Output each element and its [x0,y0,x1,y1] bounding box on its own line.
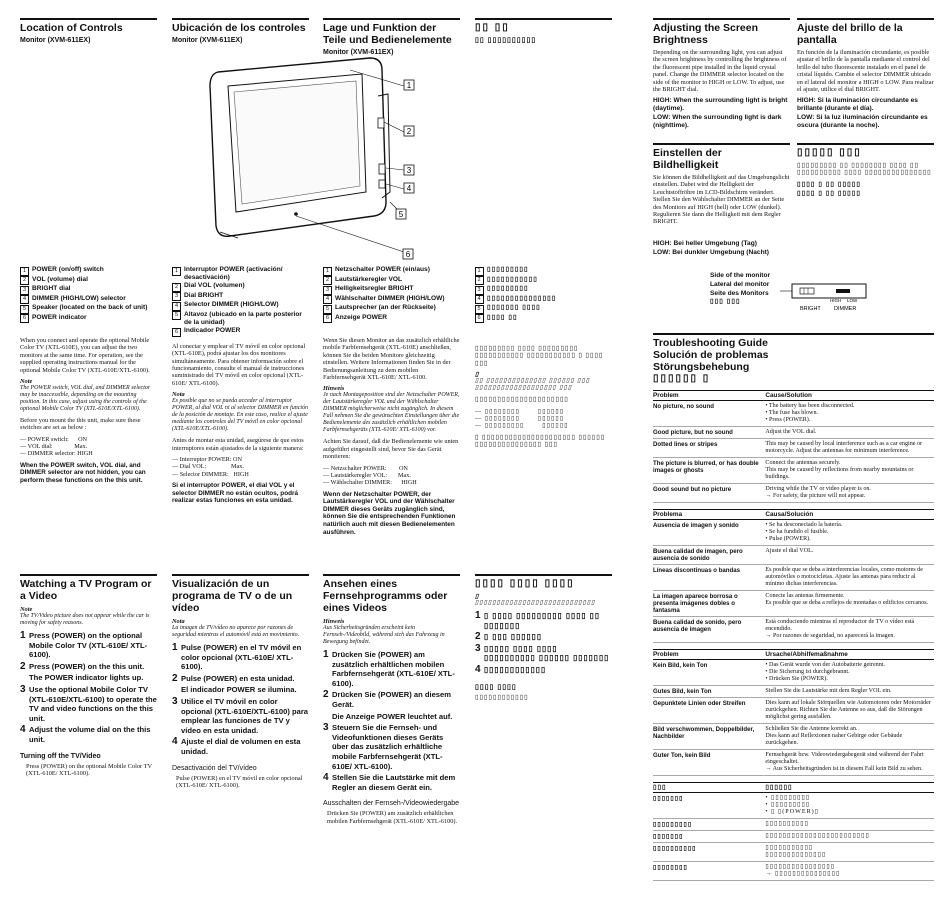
callout-5: 5 [398,210,404,219]
table-row: Líneas discontinuas o bandas Es posible que se deba a interferencias locales, como motores de automóviles o motocicletas. Ajuste las antenas para reducir al mínimo dichas interferencias. [653,565,934,591]
loc-cjk-monitor: ▯▯ ▯▯▯▯▯▯▯▯▯▯ [475,37,537,44]
table-row: The picture is blurred, or has double images or ghosts Connect the antennas securely. This may be caused by reflections from nearby mountains or buildings. [653,458,934,484]
list-item: 4 DIMMER (HIGH/LOW) selector [20,295,157,305]
list-item: 6 Anzeige POWER [323,314,460,324]
table-row: ▯▯▯▯▯▯▯▯ ▯▯▯▯▯▯▯▯▯▯▯▯▯▯▯▯ → ▯▯▯▯▯▯▯▯▯▯▯▯▯▯▯ [653,862,934,881]
trouble-title-en: Troubleshooting Guide [653,337,768,349]
step-sub: The POWER indicator lights up. [29,673,144,683]
col-header: ▯▯▯ [653,783,765,793]
high-setting: HIGH: Si la iluminación circundante es brillante (durante el día). [797,97,918,113]
trouble-table-en [653,390,934,503]
bright-en-title: Adjusting the Screen Brightness [653,22,759,46]
switch-settings: — Interruptor POWER: ON — Dial VOL: Max. — Selector DIMMER: HIGH [172,456,249,478]
note-heading: Hinweis [323,385,345,393]
bright-de-title: Einstellen der Bildhelligkeit [653,147,722,171]
paragraph: ▯▯▯▯▯▯▯▯▯ ▯▯▯▯ ▯▯▯▯▯▯▯▯▯ ▯▯▯▯▯▯▯▯▯▯▯ ▯▯▯▯▯▯▯▯▯▯▯ ▯ ▯▯▯▯ ▯▯▯ [475,345,604,367]
list-item: 2 Lautstärkeregler VOL [323,276,460,286]
table-row: Bild verschwommen, Doppelbilder, Nachbilder Schließen Sie die Antenne korrekt an. Dies kann auf Reflexionen naher Gebirge oder Gebäude zurückgehen. [653,724,934,750]
side-labels [710,271,790,307]
list-item: 3 Helligkeitsregler BRIGHT [323,285,460,295]
loc-cjk-title: ▯▯ ▯▯ [475,22,510,33]
table-row: Buena calidad de sonido, pero ausencia de imagen Está conduciendo mientras el reproductor de TV o vídeo está encendido. → Por razones de seguridad, no aparecerá la imagen. [653,617,934,643]
col-header: Causa/Solución [765,510,934,520]
steps-list [475,611,612,675]
note-heading: Hinweis [323,618,345,625]
note-text: ▯▯ ▯▯▯▯▯▯▯▯▯▯▯▯▯▯ ▯▯▯▯▯▯ ▯▯▯ ▯▯▯▯▯▯▯▯▯▯▯▯▯▯▯▯▯▯▯ ▯▯▯ [475,378,591,392]
parts-list [172,266,309,337]
bright-en [653,22,790,131]
high-setting: HIGH: Bei heller Umgebung (Tag) [653,240,757,247]
watch-en [20,578,157,781]
table-row: No picture, no sound • The battery has been disconnected. • The fuse has blown. • Press (POWER). [653,401,934,427]
watch-cjk-title: ▯▯▯▯ ▯▯▯▯ ▯▯▯▯ [475,578,575,589]
bold-paragraph: Wenn der Netzschalter POWER, der Lautstärkeregler VOL und der Wählschalter DIMMER dieses Geräts zugänglich sind, können Sie die entsprechenden Funktionen natürlich auch mit diesen Bedienelementen ausführen. [323,490,456,536]
col-header: Problem [653,650,765,660]
step-sub: El indicador POWER se ilumina. [181,685,297,695]
trouble-title-cjk: ▯▯▯▯▯▯ ▯ [653,373,711,384]
watch-cjk [475,578,612,705]
step: 1 Press (POWER) on the optional Mobile Color TV (XTL-610E/ XTL-6100). [20,630,148,660]
watch-en-title: Watching a TV Program or a Video [20,578,152,602]
table-row: ▯▯▯▯▯▯▯▯▯ ▯▯▯▯▯▯▯▯▯▯ [653,819,934,831]
bright-de [653,147,790,230]
step: 4 Stellen Sie die Lautstärke mit dem Regler an diesem Gerät ein. [323,772,456,792]
trouble-title-es: Solución de problemas [653,349,769,361]
callout-6: 6 [405,250,411,259]
off-heading: Turning off the TV/Video [20,752,101,760]
note-heading: Note [20,378,33,386]
side-label: ▯▯▯ ▯▯▯ [710,298,741,306]
list-item: 5 Speaker (located on the back of unit) [20,304,157,314]
parts-list [323,266,460,323]
table-row: Dotted lines or stripes This may be caused by local interference such as a car engine or motorcycle. Adjust the antennas for minimum interference. [653,439,934,458]
side-label: Lateral del monitor [710,280,770,288]
loc-es-title: Ubicación de los controles [172,22,306,34]
paragraph: Al conectar y emplear el TV móvil en color opcional (XTL-610E), podrá ajustar los dos monitores simultáneamente. Para obtener información sobre el funcionamiento, consulte el manual de instrucciones suministrado del TV móvil en color opcional (XTL-610E/ XTL-6100). [172,342,306,387]
paragraph: ▯▯▯▯▯▯▯▯▯ ▯▯ ▯▯▯▯▯▯▯▯ ▯▯▯▯ ▯▯ ▯▯▯▯▯▯▯▯▯▯ ▯▯▯▯ ▯▯▯▯▯▯▯▯▯▯▯▯▯▯▯ [797,162,932,177]
list-item: 4 Wählschalter DIMMER (HIGH/LOW) [323,295,460,305]
callout-3: 3 [406,166,412,175]
off-heading: ▯▯▯▯ ▯▯▯▯ [475,683,517,691]
table-row: ▯▯▯▯▯▯▯ ▯▯▯▯▯▯▯▯▯▯▯▯▯▯▯▯▯▯▯▯▯▯▯▯ [653,831,934,843]
col-header: Problema [653,510,765,520]
loc-en-title: Location of Controls [20,22,123,34]
off-text: Drücken Sie (POWER) am zusätzlich erhältlichen mobilen Farbfernsehgerät (XTL-610E/ XTL-6100). [327,810,458,825]
step: 1 Drücken Sie (POWER) am zusätzlich erhältlichen mobilen Farbfernsehgerät (XTL-610E/ XTL-6100). [323,649,455,688]
step: 2 Pulse (POWER) en esta unidad. [172,672,295,684]
switch-settings: — Netzschalter POWER: ON — Lautstärkeregler VOL: Max. — Wählschalter DIMMER: HIGH [323,464,417,487]
step: 1 Pulse (POWER) en el TV móvil en color opcional (XTL-610E/ XTL-6100). [172,642,302,672]
loc-es-monitor: Monitor (XVM-611EX) [172,37,243,44]
trouble-table-de [653,649,934,776]
bright-es-title: Ajuste del brillo de la pantalla [797,22,903,46]
step: 4 Ajuste el dial de volumen en esta unidad. [172,736,301,756]
callout-1: 1 [406,81,412,90]
list-item: 2 VOL (volume) dial [20,276,157,286]
note-text: Aus Sicherheitsgründen erscheint kein Fernseh-/Videobild, während sich das Fahrzeug in Bewegung befindet. [323,625,445,645]
watch-de-title: Ansehen eines Fernsehprogramms oder eines Videos [323,578,448,614]
table-row: Gepunktete Linien oder Streifen Dies kann auf lokale Störquellen wie Automotoren oder Motorräder zurückgehen. Richten Sie die Antenne so aus, daß die Störungen möglichst gering ausfallen. [653,698,934,724]
trouble-table-cjk [653,782,934,881]
bright-cjk-title: ▯▯▯▯▯ ▯▯▯ [797,147,862,158]
loc-de-body [323,266,460,540]
list-item: 6 Indicador POWER [172,327,309,337]
table-row: La imagen aparece borrosa o presenta imágenes dobles o fantasma Conecte las antenas firmemente. Es posible que se deba a reflejos de montañas o edificios cercanos. [653,591,934,617]
loc-cjk [475,22,612,47]
parts-list [475,266,612,323]
table-row: ▯▯▯▯▯▯▯ • ▯▯▯▯▯▯▯▯▯ • ▯▯▯▯▯▯▯▯▯ • ▯ ▯(POWER)▯ [653,793,934,819]
low-setting: LOW: Bei dunkler Umgebung (Nacht) [653,248,770,256]
paragraph: When you connect and operate the optional Mobile Color TV (XTL-610E), you can adjust the two monitors at the same time. For operation, see the supplied operating instructions manual for the optional Mobile Color TV (XTL-610E/XTL-6100). [20,337,150,374]
table-row: Good picture, but no sound Adjust the VOL dial. [653,427,934,439]
bold-paragraph: Si el interruptor POWER, el dial VOL y el selector DIMMER no están ocultos, podrá realizar estas funciones en esta unidad. [172,481,299,505]
low-setting: LOW: Si la luz iluminación circundante es oscura (durante la noche). [797,114,928,129]
off-text: Press (POWER) on the optional Mobile Color TV (XTL-610E/ XTL-6100). [26,762,152,777]
paragraph: Antes de montar esta unidad, asegúrese de que estos interruptores están ajustados de la siguiente manera: [172,437,304,452]
loc-en [20,22,157,47]
list-item: 2 Dial VOL (volumen) [172,282,309,292]
off-heading: Ausschalten der Fernseh-/Videowiedergabe [323,800,460,808]
step: 2 Drücken Sie (POWER) an diesem Gerät. [323,689,452,709]
side-label: Seite des Monitors [710,289,769,297]
dimmer-label: DIMMER [834,306,857,312]
steps-list [323,650,460,792]
callout-6-box [402,248,418,262]
bright-label: BRIGHT [800,306,821,312]
off-heading: Desactivación del TV/vídeo [172,764,257,772]
step: 3 Utilice el TV móvil en color opcional (XTL-610E/XTL-6100) para emplear las funciones de TV y vídeo en esta unidad. [172,695,309,735]
step: 4 Adjust the volume dial on the this unit. [20,724,151,744]
list-item: 6 POWER indicator [20,314,157,324]
col-header: ▯▯▯▯▯▯ [765,783,934,793]
step-sub: Die Anzeige POWER leuchtet auf. [332,711,453,721]
trouble-title-de: Störungsbehebung [653,361,750,373]
note-heading: ▯ [475,593,479,600]
low-setting: LOW: When the surrounding light is dark (nighttime). [653,114,782,129]
col-header: Cause/Solution [765,391,934,401]
troubleshooting [653,337,934,887]
loc-en-monitor: Monitor (XVM-611EX) [20,37,91,44]
high-setting: HIGH: When the surrounding light is bright (daytime). [653,97,788,113]
note-text: ▯▯▯▯▯▯▯▯▯▯▯▯▯▯▯▯▯▯▯▯▯▯▯▯▯▯▯▯ [475,600,596,606]
list-item: 1 ▯▯▯▯▯▯▯▯▯ [475,266,612,276]
list-item: 5 Altavoz (ubicado en la parte posterior de la unidad) [172,311,309,327]
list-item: 1 POWER (on/off) switch [20,266,157,276]
note-heading: Nota [172,391,185,399]
step: 4 ▯▯▯▯▯▯▯▯▯▯▯▯ [475,663,547,675]
steps-list [20,631,157,745]
note-heading: Nota [172,618,185,625]
bright-es [797,22,934,131]
switch-settings: — POWER switch: ON — VOL dial: Max. — DIMMER selector: HIGH [20,435,93,458]
parts-list [20,266,157,323]
table-row: ▯▯▯▯▯▯▯▯▯▯ ▯▯▯▯▯▯▯▯▯▯▯ ▯▯▯▯▯▯▯▯▯▯▯▯▯▯ [653,843,934,862]
table-row: Ausencia de imagen y sonido • Se ha desconectado la batería. • Se ha fundido el fusible. • Pulse (POWER). [653,520,934,546]
trouble-table-es [653,509,934,643]
loc-es [172,22,309,47]
paragraph: En función de la iluminación circundante, es posible ajustar el brillo de la pantalla mediante el control del brillo del tubo fluorescente instalado en el panel de cristal líquido. Cambie el selector DIMMER ubicado en el lateral del monitor a HIGH o LOW. Para realizar el ajuste, utilice el dial BRIGHT. [797,49,934,94]
note-heading: Note [20,606,33,613]
list-item: 3 BRIGHT dial [20,285,157,295]
loc-de-monitor: Monitor (XVM-611EX) [323,49,394,56]
callout-2: 2 [406,127,412,136]
bright-de-settings [653,239,853,258]
low-setting: ▯▯▯▯ ▯ ▯▯ ▯▯▯▯▯ [797,189,862,197]
list-item: 4 Selector DIMMER (HIGH/LOW) [172,301,309,311]
high-setting: ▯▯▯▯ ▯ ▯▯ ▯▯▯▯▯ [797,180,862,188]
table-row: Buena calidad de imagen, pero ausencia de sonido Ajuste el dial VOL. [653,546,934,565]
callout-4: 4 [406,184,412,193]
note-text: The TV/Video picture does not appear while the car is moving for safety reasons. [20,613,150,626]
list-item: 3 ▯▯▯▯▯▯▯▯▯ [475,285,612,295]
list-item: 2 ▯▯▯▯▯▯▯▯▯▯▯ [475,276,612,286]
watch-es [172,578,309,793]
note-heading: ▯ [475,371,479,379]
high-label: HIGH [830,298,842,303]
step: 2 Press (POWER) on the this unit. [20,660,145,672]
list-item: 5 ▯▯▯▯▯▯▯ ▯▯▯▯ [475,304,612,314]
col-header: Problem [653,391,765,401]
table-row: Guter Ton, kein Bild Fernsehgerät bzw. Videowiedergabegerät sind während der Fahrt eingeschaltet. → Aus Sicherheitsgründen ist in diesem Fall kein Bild zu sehen. [653,750,934,776]
switch-settings: — ▯▯▯▯▯▯▯▯ ▯▯▯▯▯▯ — ▯▯▯▯▯▯▯▯ ▯▯▯▯▯▯ — ▯▯▯▯▯▯▯▯▯ ▯▯▯▯▯▯ [475,407,569,430]
loc-de-title: Lage und Funktion der Teile und Bedienelemente [323,22,452,46]
step: 3 ▯▯▯▯▯ ▯▯▯▯ ▯▯▯▯ ▯▯▯▯▯▯▯▯▯▯ ▯▯▯▯▯▯ ▯▯▯▯▯▯▯ [475,642,610,663]
note-text: La imagen de TV/vídeo no aparece por razones de seguridad mientras el automóvil está en movimiento. [172,625,300,638]
col-header: Ursache/Abhilfemaßnahme [765,650,934,660]
low-label: LOW [847,298,858,303]
paragraph: ▯▯▯▯▯▯▯▯▯▯▯▯▯▯▯▯▯▯▯▯▯ [475,396,569,404]
loc-es-body [172,266,309,509]
monitor-diagram [200,52,420,252]
loc-en-body [20,266,157,489]
list-item: 3 Dial BRIGHT [172,292,309,302]
callout-numbers [396,80,414,219]
table-row: Good sound but no picture Driving while the TV or video player is on. → For safety, the picture will not appear. [653,484,934,503]
table-row: Kein Bild, kein Ton • Das Gerät wurde von der Autobatterie getrennt. • Die Sicherung ist durchgebrannt. • Drücken Sie (POWER). [653,660,934,686]
paragraph: ▯ ▯▯▯▯▯▯▯▯▯▯▯▯▯▯▯▯▯▯▯▯▯ ▯▯▯▯▯▯ ▯▯▯▯▯▯▯▯▯▯▯▯▯▯▯ ▯▯▯ [475,433,606,448]
paragraph: Depending on the surrounding light, you can adjust the screen brightness by controlling the brightness of the fluorescent pipe installed in the liquid crystal panel. Change the DIMMER selector located on the side of the monitor to HIGH or LOW. To adjust, use the BRIGHT dial. [653,49,787,94]
watch-de [323,578,460,829]
list-item: 1 Interruptor POWER (activación/ desactivación) [172,266,309,282]
list-item: 5 Lautsprecher (an der Rückseite) [323,304,460,314]
list-item: 6 ▯▯▯▯ ▯▯ [475,314,612,324]
bright-cjk [797,147,934,198]
step: 3 Use the optional Mobile Color TV (XTL-610E/XTL-6100) to operate the TV and video functions on the this unit. [20,683,157,723]
off-text: Pulse (POWER) en el TV móvil en color opcional (XTL-610E/ XTL-6100). [176,774,303,789]
note-text: Je nach Montageposition sind der Netzschalter POWER, der Lautstärkeregler VOL und der Wählschalter DIMMER möglicherweise nicht zugänglich. In diesem Fall nehmen Sie die gewünschten Einstellungen über die Bedienelemente des zusätzlich erhältlichen mobilen Farbfernsehgeräts (XTL-610E/ XTL-6100) vor. [323,392,460,434]
step: 1 ▯ ▯▯▯▯ ▯▯▯▯▯▯▯▯▯ ▯▯▯▯ ▯▯ ▯▯▯▯▯▯▯ [475,610,601,630]
paragraph: Wenn Sie diesen Monitor an das zusätzlich erhältliche mobile Farbfernsehgerät (XTL-610E) anschließen, können Sie die beiden Monitore gleichzeitig einstellen. Weitere Informationen finden Sie in der Bedienungsanleitung zu dem mobilen Farbfernsehgerät XTL-610E/ XTL-6100. [323,337,460,382]
steps-list [172,643,309,757]
step: 2 ▯ ▯▯▯ ▯▯▯▯▯▯ [475,631,543,643]
list-item: 4 ▯▯▯▯▯▯▯▯▯▯▯▯▯▯▯ [475,295,612,305]
off-text: ▯▯▯▯▯▯▯▯▯▯▯▯ [475,693,529,701]
bold-paragraph: When the POWER switch, VOL dial, and DIMMER selector are not hidden, you can perform these functions on the this unit. [20,461,146,484]
paragraph: Before you mount the this unit, make sure these switches are set as below : [20,417,141,432]
step: 3 Steuern Sie die Fernseh- und Videofunktionen dieses Geräts über das zusätzlich erhältliche mobile Farbfernsehgerät (XTL-610E/ XTL-6100). [323,722,444,771]
note-text: The POWER switch, VOL dial, and DIMMER selector may be inaccessible, depending on the mounting position. In this case, adjust using the controls of the optional Mobile Color TV (XTL-610E/XTL-6100). [20,385,151,413]
table-row: Gutes Bild, kein Ton Stellen Sie die Lautstärke mit dem Regler VOL ein. [653,686,934,698]
note-text: Es posible que no se pueda acceder al interruptor POWER, al dial VOL ni al selector DIMMER en función de la posición de montaje. En este caso, realice el ajuste mediante los controles del TV móvil en color opcional (XTL-610E/XTL-6100). [172,398,309,433]
paragraph: Achten Sie darauf, daß die Bedienelemente wie unten aufgeführt eingestellt sind, bevor Sie das Gerät montieren: [323,438,459,461]
list-item: 1 Netzschalter POWER (ein/aus) [323,266,460,276]
side-label: Side of the monitor [710,272,771,279]
loc-cjk-body [475,266,612,452]
side-panel-diagram [780,280,870,320]
monitor-illustration [210,58,390,238]
watch-es-title: Visualización de un programa de TV o de un vídeo [172,578,293,614]
paragraph: Sie können die Bildhelligkeit auf das Umgebungslicht einstellen. Dabei wird die Helligkeit der Leuchtstoffröhre im LCD-Bildschirm verändert. Stellen Sie den Wählschalter DIMMER an der Seite des Monitors auf HIGH (hell) oder LOW (dunkel). Regulieren Sie dann die Helligkeit mit dem Regler BRIGHT. [653,174,790,226]
